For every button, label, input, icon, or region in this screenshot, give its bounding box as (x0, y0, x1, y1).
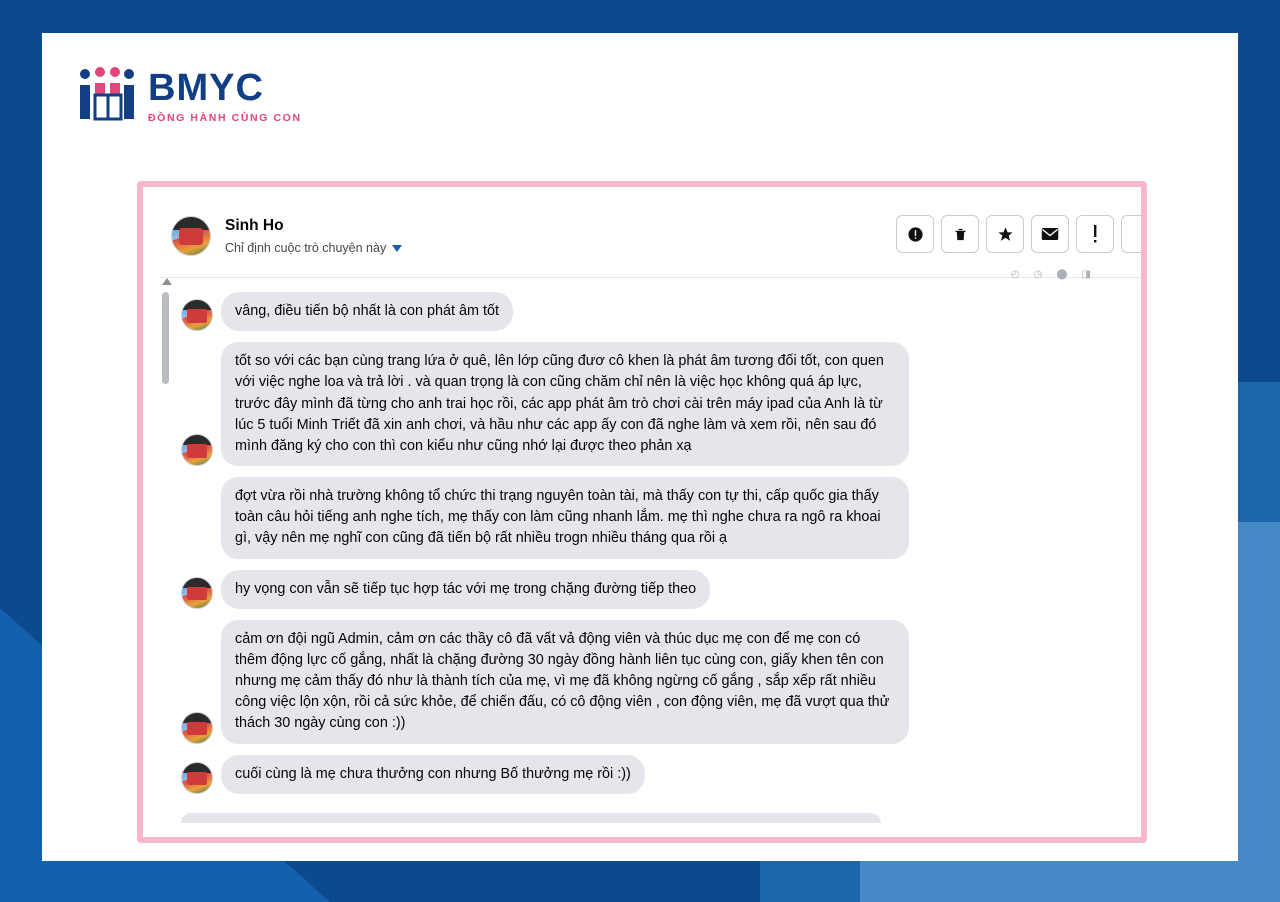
sender-name: Sinh Ho (225, 216, 284, 234)
bmyc-logo-icon (74, 65, 138, 127)
mark-unread-button[interactable] (1031, 215, 1069, 253)
message-list[interactable] (159, 278, 1141, 823)
more-actions-button[interactable] (1121, 215, 1141, 253)
assign-conversation-label: Chỉ định cuộc trò chuyện này (225, 241, 387, 256)
avatar (181, 299, 213, 331)
assign-conversation-dropdown[interactable] (225, 241, 402, 255)
list-item (159, 342, 1141, 466)
brand-logo (74, 65, 302, 127)
chat-panel (159, 195, 1141, 837)
message-bubble: hy vọng con vẫn sẽ tiếp tục hợp tác với mẹ trong chặng đường tiếp theo (221, 570, 710, 609)
avatar (181, 577, 213, 609)
envelope-icon (1041, 227, 1059, 241)
star-button[interactable] (986, 215, 1024, 253)
message-bubble: vâng, điều tiến bộ nhất là con phát âm tốt (221, 292, 513, 331)
avatar (181, 434, 213, 466)
slide-card (42, 33, 1238, 861)
report-icon (907, 226, 924, 243)
exclamation-icon (1092, 225, 1098, 243)
star-icon (997, 226, 1014, 243)
meta-icon-1: ◴ (1010, 269, 1020, 280)
logo-title: BMYC (148, 66, 264, 109)
meta-icon-2: ◷ (1033, 269, 1043, 280)
mark-important-button[interactable] (1076, 215, 1114, 253)
caret-up-icon[interactable] (162, 278, 172, 285)
list-item (159, 755, 1141, 794)
list-item (159, 477, 1141, 559)
message-scrollbar[interactable] (159, 278, 175, 823)
message-bubble: cuối cùng là mẹ chưa thưởng con nhưng Bố thưởng mẹ rồi :)) (221, 755, 645, 794)
avatar (171, 216, 211, 256)
trash-icon (953, 226, 968, 243)
scrollbar-thumb[interactable] (162, 292, 169, 384)
next-message-peek (181, 813, 881, 823)
message-bubble: tốt so với các bạn cùng trang lứa ở quê, lên lớp cũng đươ cô khen là phát âm tương đối tốt, con quen với việc nghe loa và trả lời . và quan trọng là con cũng chăm chỉ nên là việc học không quá áp lực, trước đây mình đã từng cho anh trai học rồi, các app phát âm trò chơi cài trên máy ipad của Anh là từ lúc 5 tuổi Minh Triết đã xin anh chơi, và hầu như các app ấy con đã nghe làm và xem rồi, nên sau đó mình đăng ký cho con thì con kiểu như cũng nhớ lại được theo phản xạ (221, 342, 909, 466)
message-bubble: cảm ơn đội ngũ Admin, cảm ơn các thầy cô đã vất vả động viên và thúc dục mẹ con để mẹ con có thêm động lực cố gắng, nhất là chặng đường 30 ngày đồng hành liên tục cùng con, giấy khen tên con nhưng mẹ cảm thấy đó như là thành tích của mẹ, vì mẹ đã không ngừng cố gắng , sắp xếp rất nhiều công việc lộn xộn, rồi cả sức khỏe, để chiến đấu, có cô động viên , con động viên, mẹ đã vượt qua thử thách 30 ngày cùng con :)) (221, 620, 909, 744)
avatar (181, 712, 213, 744)
screenshot-frame (137, 181, 1147, 843)
header-actions (896, 215, 1141, 253)
chat-header (159, 195, 1141, 280)
chevron-down-icon (392, 245, 402, 252)
list-item (159, 570, 1141, 609)
logo-subtitle: ĐỒNG HÀNH CÙNG CON (148, 111, 302, 124)
meta-icon-3: ⬤ (1056, 269, 1068, 280)
avatar (181, 762, 213, 794)
message-bubble: đợt vừa rồi nhà trường không tổ chức thi trạng nguyên toàn tài, mà thấy con tự thi, cấp quốc gia thấy toàn câu hỏi tiếng anh nghe tích, mẹ thấy con làm cũng nhanh lắm. mẹ thì nghe chưa ra ngô ra khoai gì, vậy nên mẹ nghĩ con cũng đã tiến bộ rất nhiều trogn nhiều tháng qua rồi ạ (221, 477, 909, 559)
meta-icon-4: ◨ (1081, 269, 1091, 280)
list-item (159, 292, 1141, 331)
report-button[interactable] (896, 215, 934, 253)
list-item (159, 620, 1141, 744)
delete-button[interactable] (941, 215, 979, 253)
